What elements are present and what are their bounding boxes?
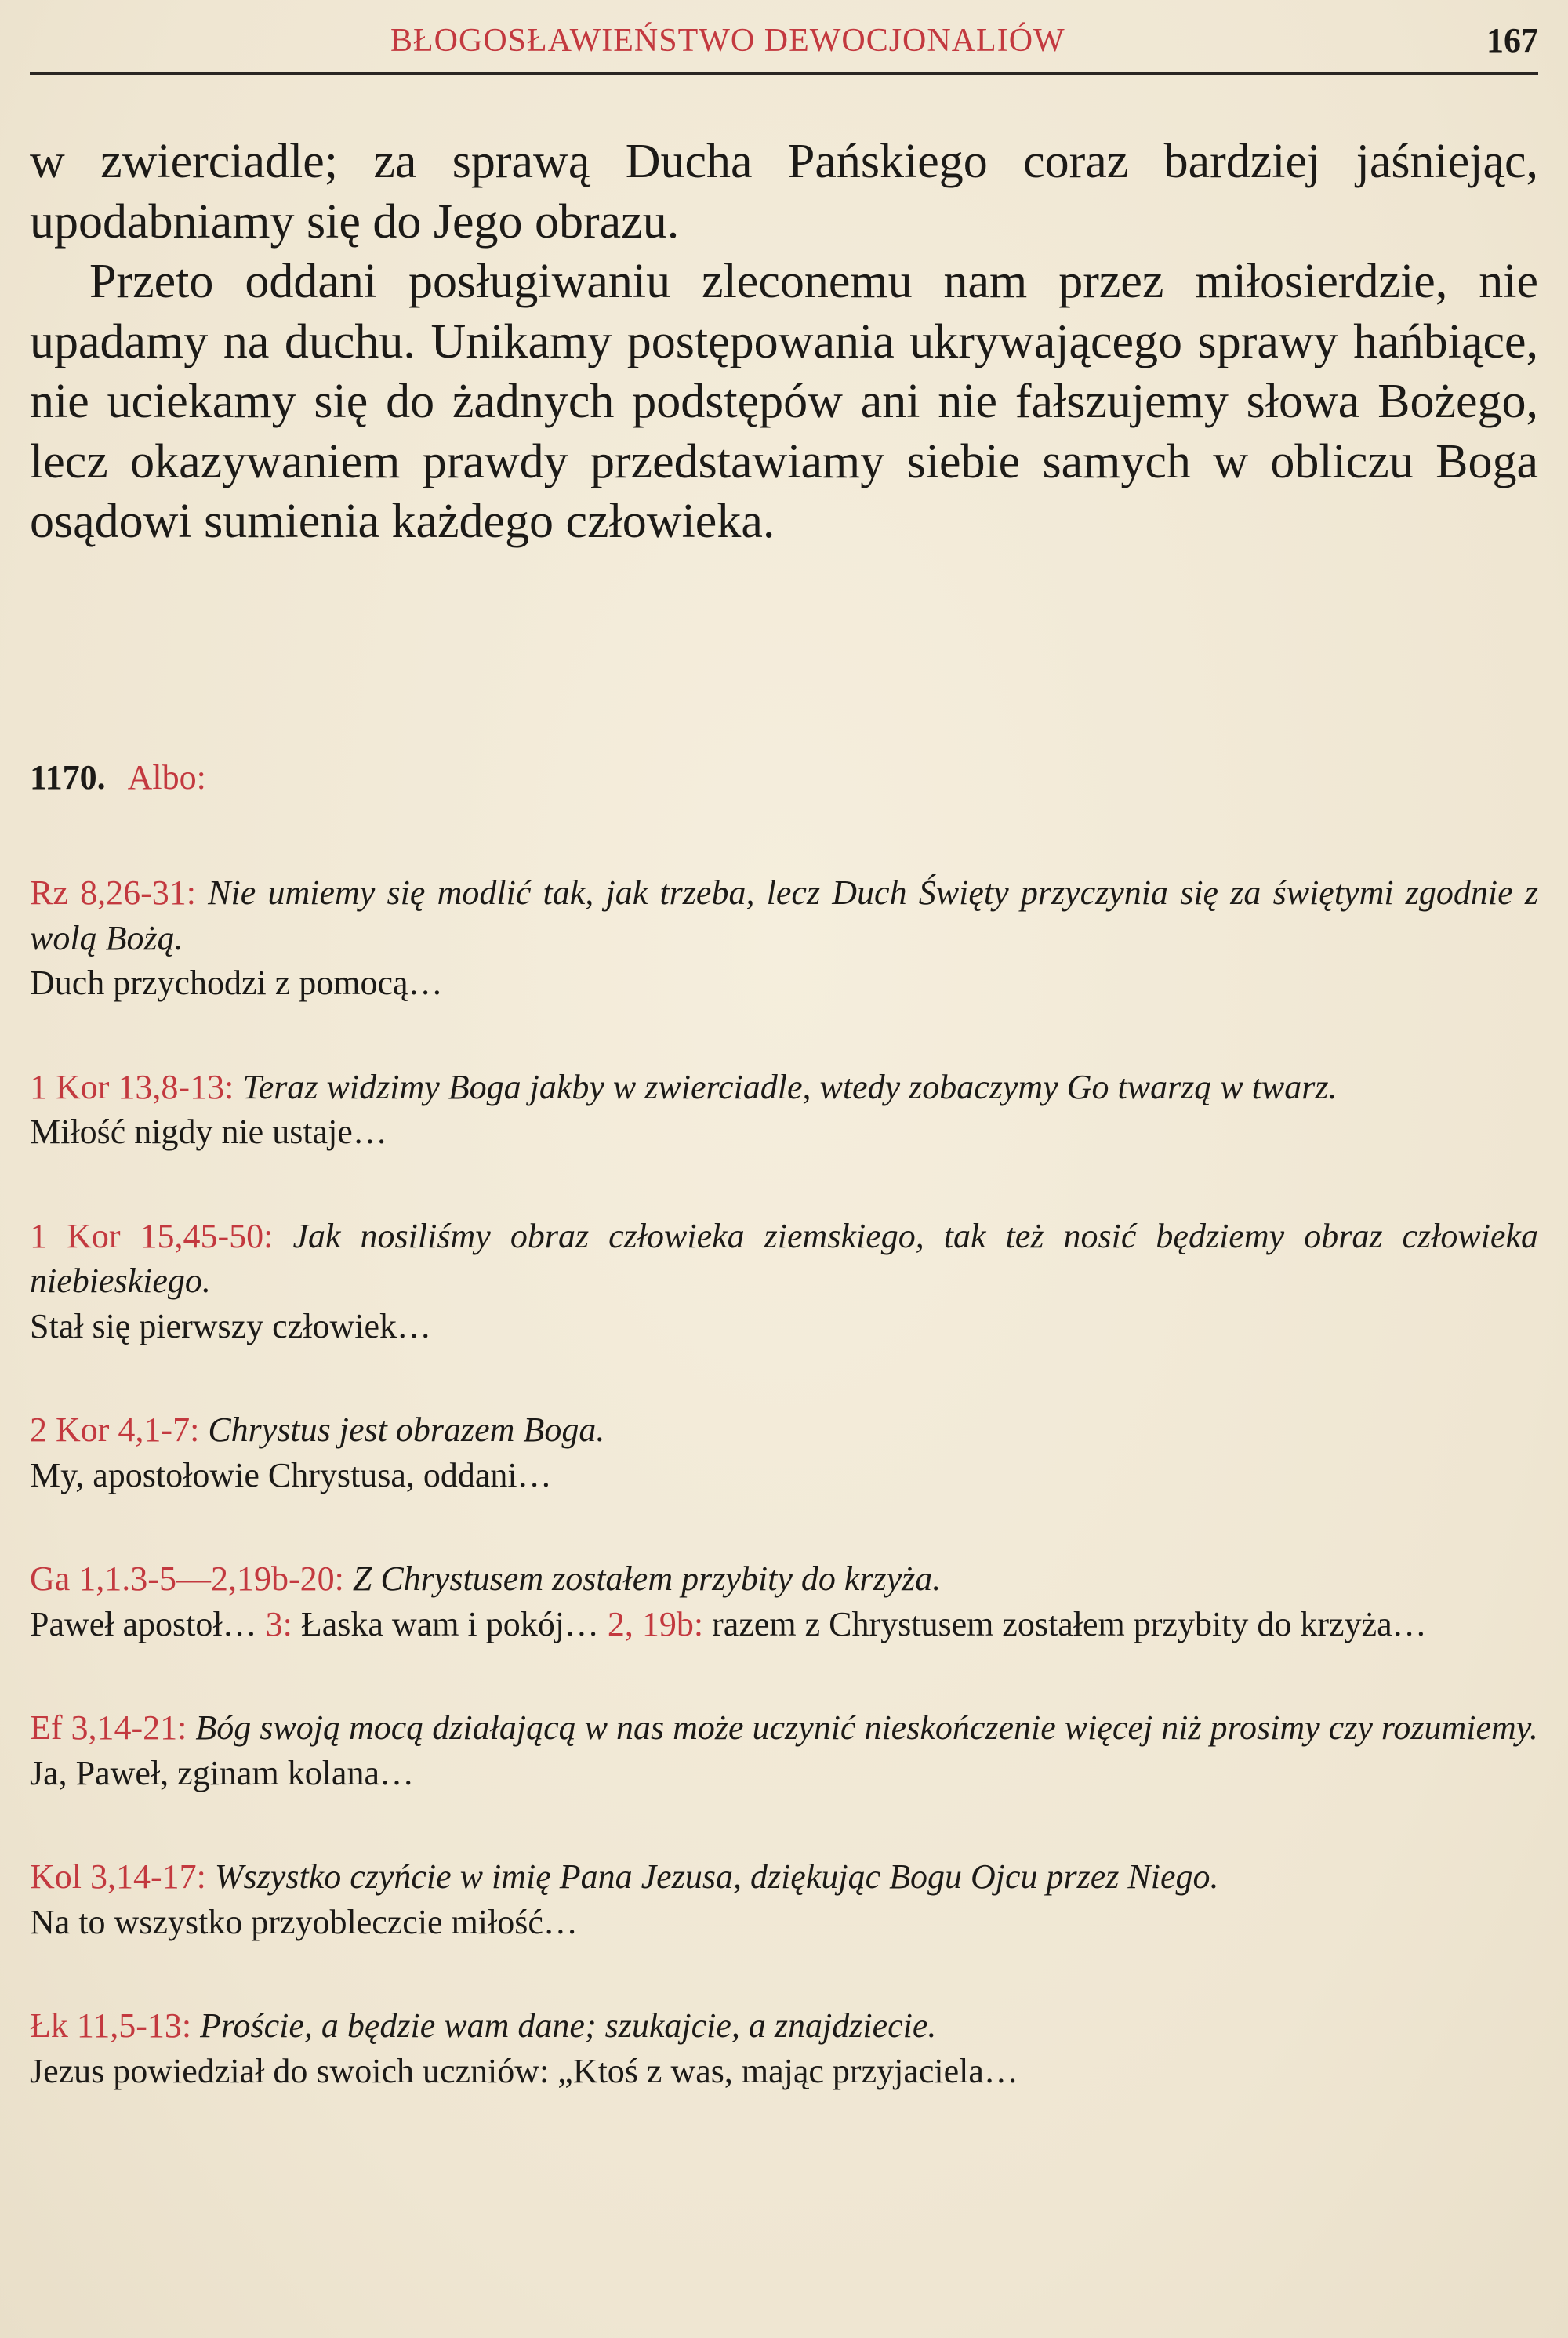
- running-head: BŁOGOSŁAWIEŃSTWO DEWOCJONALIÓW: [390, 23, 1065, 59]
- reading-item: [30, 1854, 1538, 1944]
- reading-reference: 2 Kor 4,1-7:: [30, 1410, 200, 1449]
- reading-item: [30, 2003, 1538, 2093]
- reading-reference: Rz 8,26-31:: [30, 873, 196, 912]
- inline-verse-reference: 2, 19b:: [607, 1604, 704, 1643]
- inline-verse-reference: 3:: [265, 1604, 292, 1643]
- incipit-text: Łaska wam i pokój…: [292, 1604, 608, 1643]
- intro-paragraph-2: Przeto oddani posługiwaniu zleconemu nam przez miłosierdzie, nie upadamy na duchu. Unikamy postępowania ukrywającego sprawy hańbiące, nie uciekamy się do żadnych podstępów ani nie fałszujemy słowa Bożego, lecz okazywaniem prawdy przedstawiamy siebie samych w obliczu Boga osądowi sumienia każdego człowieka.: [30, 255, 1538, 548]
- section-number: 1170.: [30, 758, 106, 797]
- reading-incipit: Miłość nigdy nie ustaje…: [30, 1113, 387, 1151]
- reading-title: Proście, a będzie wam dane; szukajcie, a znajdziecie.: [200, 2006, 937, 2045]
- reading-reference: Ga 1,1.3-5—2,19b-20:: [30, 1559, 344, 1598]
- reading-title: Chrystus jest obrazem Boga.: [208, 1410, 605, 1449]
- reading-item: [30, 1407, 1538, 1498]
- intro-paragraph-1: w zwierciadle; za sprawą Ducha Pańskiego coraz bardziej jaśniejąc, upodabniamy się do Jego obrazu.: [30, 135, 1538, 249]
- section-label: Albo:: [127, 758, 206, 797]
- reading-title: Z Chrystusem zostałem przybity do krzyża.: [352, 1559, 942, 1598]
- reading-item: [30, 1065, 1538, 1155]
- reading-incipit: [30, 1602, 1538, 1647]
- reading-incipit: My, apostołowie Chrystusa, oddani…: [30, 1455, 552, 1494]
- incipit-text: Paweł apostoł…: [30, 1604, 266, 1643]
- reading-item: [30, 1556, 1538, 1646]
- reading-incipit: Stał się pierwszy człowiek…: [30, 1306, 431, 1345]
- reading-item: [30, 870, 1538, 1006]
- reading-incipit: Duch przychodzi z pomocą…: [30, 964, 443, 1002]
- reading-incipit: Jezus powiedział do swoich uczniów: „Ktoś z was, mając przyjaciela…: [30, 2051, 1018, 2090]
- reading-item: [30, 1214, 1538, 1349]
- page-number: 167: [1486, 21, 1538, 60]
- reading-item: [30, 1705, 1538, 1795]
- reading-title: Jak nosiliśmy obraz człowieka ziemskiego, tak też nosić będziemy obraz człowieka niebieskiego.: [30, 1216, 1538, 1300]
- reading-incipit: Na to wszystko przyobleczcie miłość…: [30, 1902, 578, 1941]
- reading-title: Teraz widzimy Boga jakby w zwierciadle, wtedy zobaczymy Go twarzą w twarz.: [242, 1067, 1338, 1106]
- readings-list: [30, 870, 1538, 2152]
- reading-title: Nie umiemy się modlić tak, jak trzeba, lecz Duch Święty przyczynia się za świętymi zgodnie z wolą Bożą.: [30, 873, 1538, 957]
- reading-reference: Łk 11,5-13:: [30, 2006, 192, 2045]
- reading-reference: 1 Kor 13,8-13:: [30, 1067, 234, 1106]
- incipit-text: razem z Chrystusem zostałem przybity do krzyża…: [703, 1604, 1427, 1643]
- reading-incipit: Ja, Paweł, zginam kolana…: [30, 1753, 414, 1792]
- reading-title: Bóg swoją mocą działającą w nas może uczynić nieskończenie więcej niż prosimy czy rozumiemy.: [195, 1708, 1538, 1747]
- reading-reference: Ef 3,14-21:: [30, 1708, 187, 1747]
- page-header: [30, 9, 1538, 75]
- reading-reference: Kol 3,14-17:: [30, 1857, 206, 1896]
- intro-text: [30, 132, 1538, 552]
- reading-title: Wszystko czyńcie w imię Pana Jezusa, dziękując Bogu Ojcu przez Niego.: [214, 1857, 1219, 1896]
- section-heading: [30, 754, 206, 801]
- reading-reference: 1 Kor 15,45-50:: [30, 1216, 274, 1255]
